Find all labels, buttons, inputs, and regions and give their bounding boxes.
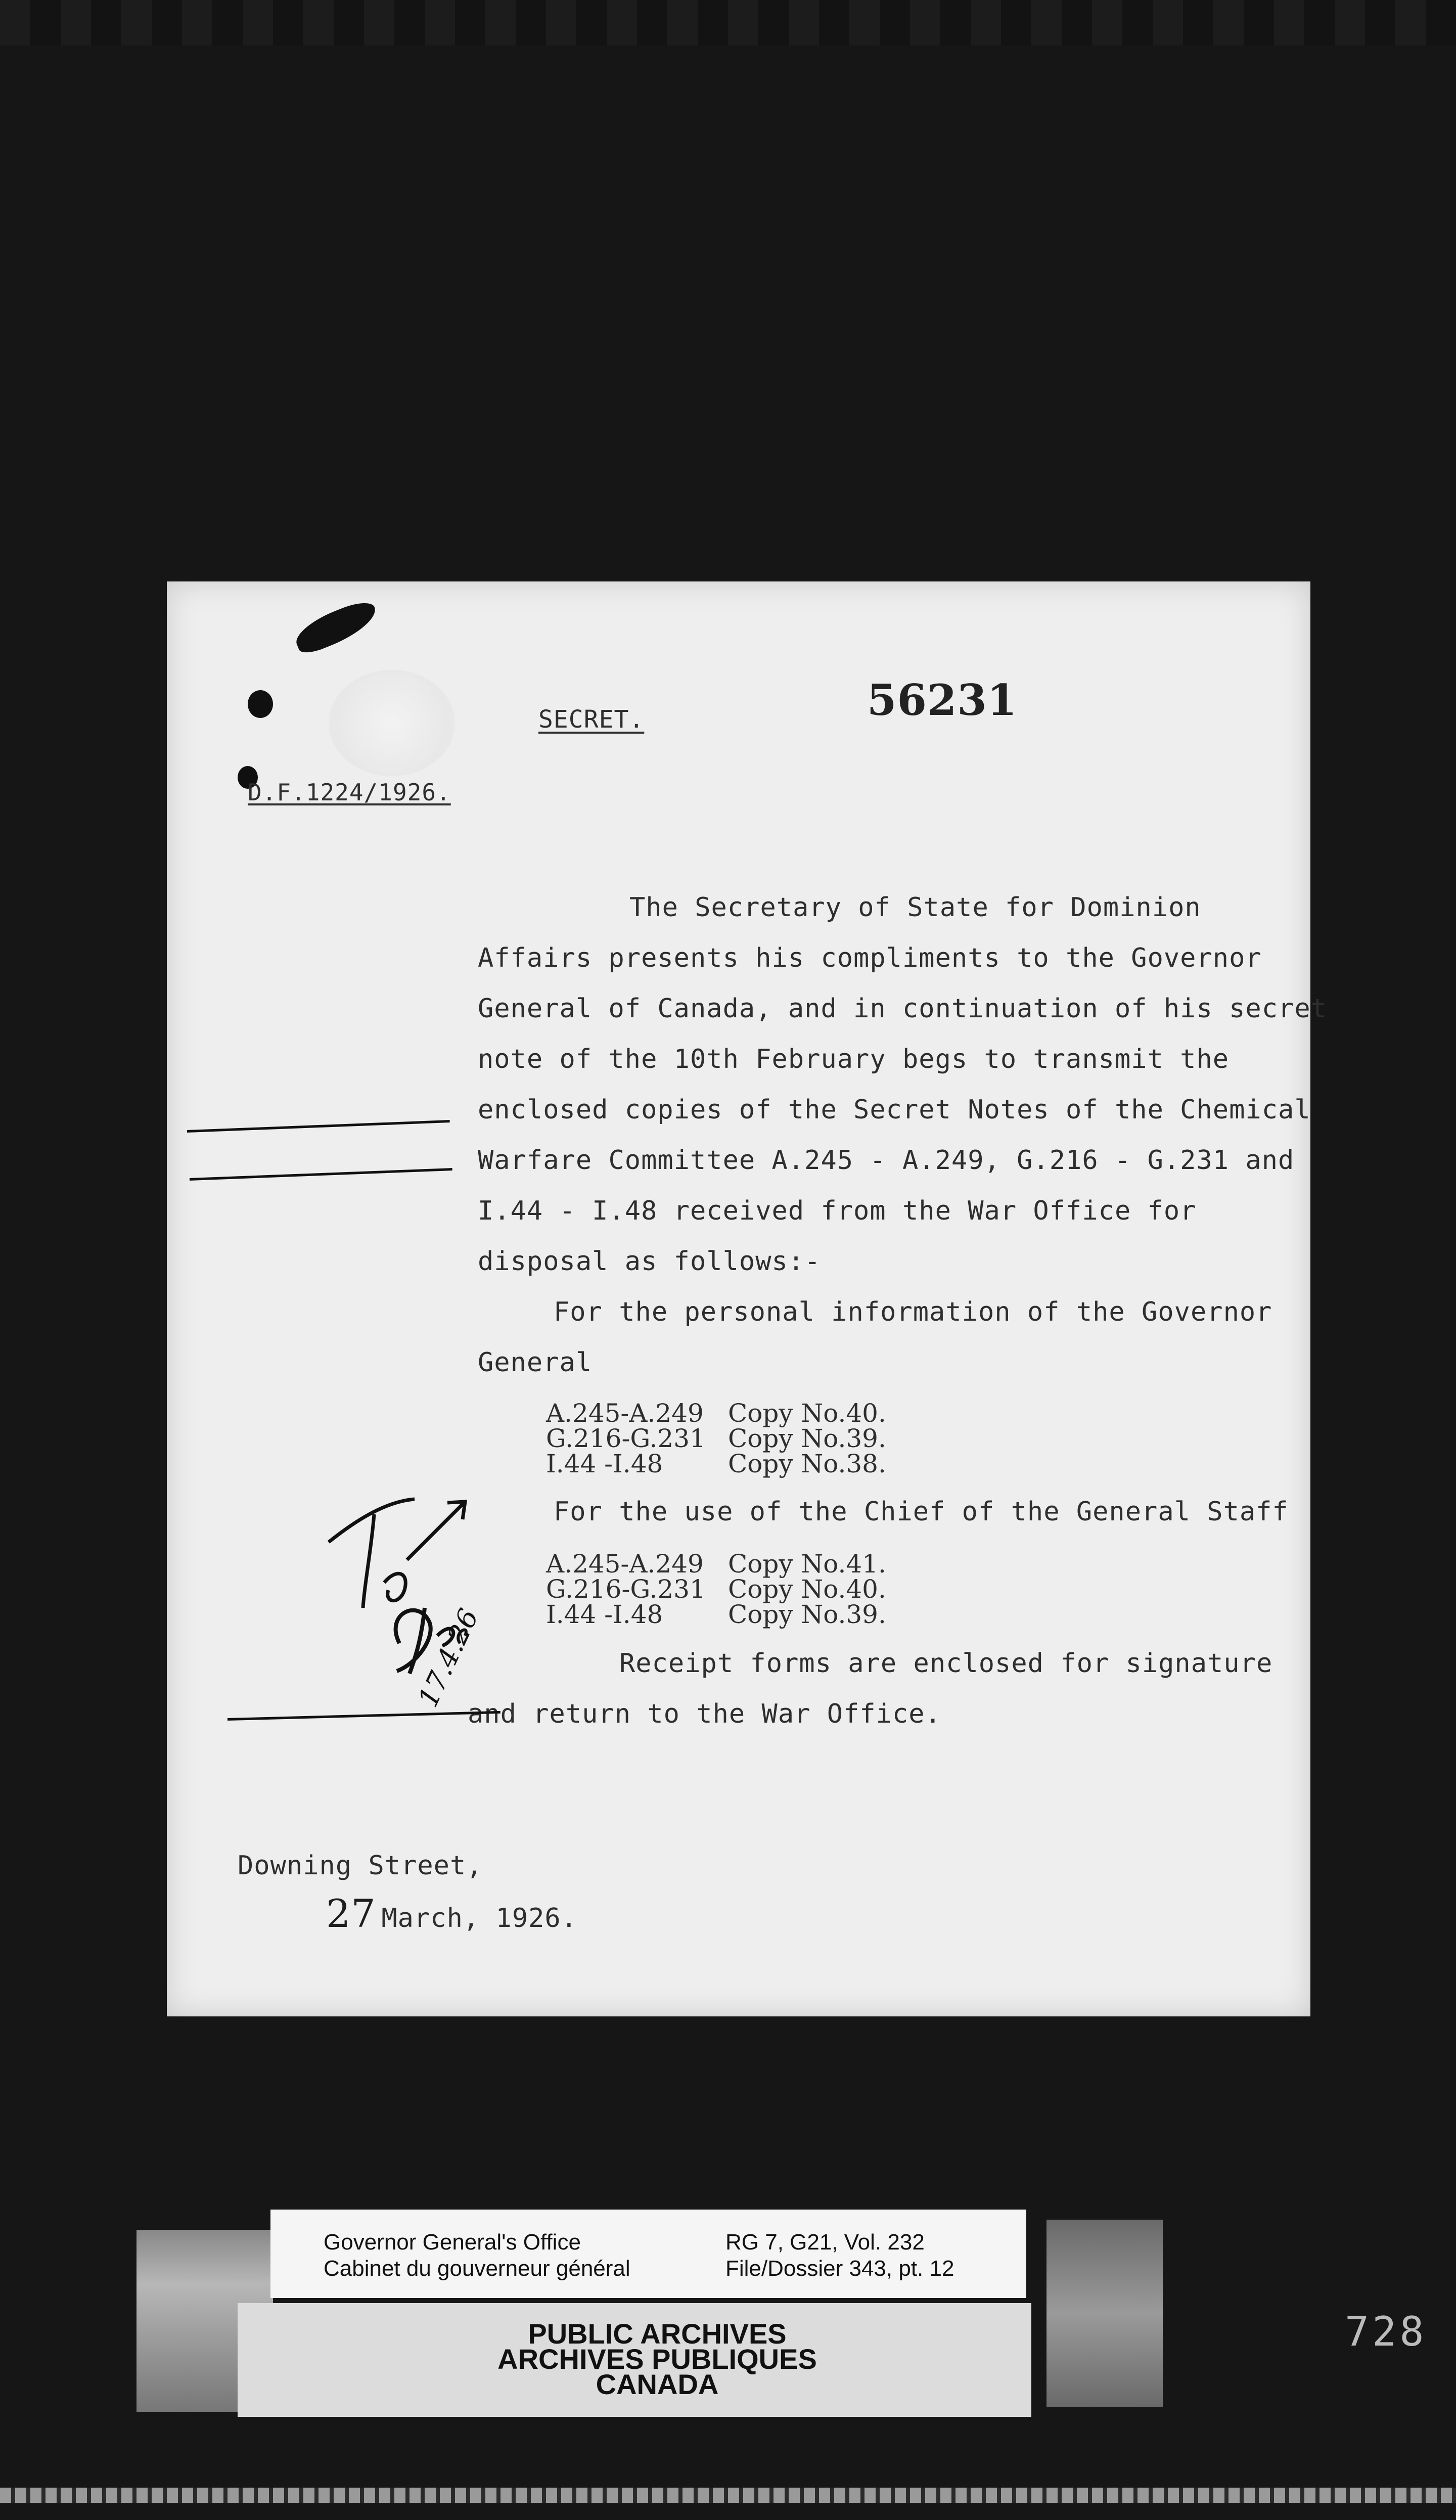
paragraph-line: enclosed copies of the Secret Notes of the Chemical	[478, 1095, 1311, 1125]
classification-heading: SECRET.	[538, 705, 645, 734]
punch-hole-top	[248, 690, 273, 718]
embossed-seal	[329, 670, 455, 776]
label-tab-right	[1046, 2220, 1163, 2407]
copy-number: Copy No.41.	[728, 1549, 886, 1579]
paragraph-line: I.44 - I.48 received from the War Office for	[478, 1196, 1197, 1226]
office-english: Governor General's Office	[324, 2230, 581, 2255]
copy-range: I.44 -I.48	[546, 1449, 663, 1478]
copy-row	[546, 1426, 886, 1451]
section2-line: For the use of the Chief of the General Staff	[554, 1497, 1289, 1527]
date-day: 27	[326, 1891, 376, 1936]
file-reference	[248, 779, 451, 806]
archive-reference-label	[270, 2210, 1026, 2298]
frame-number: 728	[1345, 2308, 1427, 2355]
paragraph-line: disposal as follows:-	[478, 1246, 821, 1277]
date-line	[326, 1891, 577, 1936]
archives-stamp	[238, 2303, 1031, 2417]
film-edge-top	[0, 0, 1456, 46]
document-page	[167, 581, 1327, 2016]
margin-mark-line	[190, 1168, 452, 1181]
copy-range: I.44 -I.48	[546, 1600, 663, 1629]
copy-range: A.245-A.249	[546, 1549, 704, 1579]
file-reference-text: D.F.1224/1926.	[248, 779, 451, 806]
copy-number: Copy No.38.	[728, 1449, 886, 1478]
file-dossier-reference: File/Dossier 343, pt. 12	[725, 2256, 954, 2281]
copy-row	[546, 1451, 886, 1476]
section1-line: For the personal information of the Governor	[554, 1297, 1272, 1327]
closing-line: Receipt forms are enclosed for signature	[619, 1648, 1273, 1679]
paragraph-line: Warfare Committee A.245 - A.249, G.216 - G.231 and	[478, 1145, 1295, 1176]
section1-line: General	[478, 1347, 593, 1378]
ink-blot	[291, 597, 382, 657]
copy-row	[546, 1401, 886, 1426]
copy-number: Copy No.39.	[728, 1424, 886, 1453]
stamp-line-3: CANADA	[596, 2368, 719, 2400]
copy-row	[546, 1551, 886, 1577]
copy-number: Copy No.39.	[728, 1600, 886, 1629]
closing-line: and return to the War Office.	[468, 1699, 941, 1729]
handwritten-annotation	[308, 1471, 521, 1734]
copy-range: G.216-G.231	[546, 1424, 706, 1453]
stamp-line-1: PUBLIC ARCHIVES	[528, 2318, 787, 2350]
film-edge-bottom	[0, 2488, 1456, 2503]
copy-number: Copy No.40.	[728, 1574, 886, 1604]
copy-row	[546, 1574, 886, 1604]
handwritten-date: 17.4.26	[412, 1604, 485, 1712]
copy-range: A.245-A.249	[546, 1399, 704, 1428]
date-month-year: March, 1926.	[381, 1903, 578, 1933]
paragraph-line: The Secretary of State for Dominion	[629, 892, 1201, 923]
place-line: Downing Street,	[238, 1851, 483, 1881]
copy-row	[546, 1602, 886, 1627]
paragraph-line: note of the 10th February begs to transmit the	[478, 1044, 1230, 1074]
paragraph-line: Affairs presents his compliments to the Governor	[478, 943, 1262, 973]
copy-list-personal	[546, 1401, 886, 1476]
volume-reference: RG 7, G21, Vol. 232	[725, 2230, 925, 2255]
margin-mark-line	[187, 1120, 450, 1133]
document-number: 56231	[867, 675, 1018, 725]
copy-range: G.216-G.231	[546, 1574, 706, 1604]
paragraph-line: General of Canada, and in continuation of his secret	[478, 994, 1327, 1024]
copy-number: Copy No.40.	[728, 1399, 886, 1428]
stamp-line-2: ARCHIVES PUBLIQUES	[497, 2343, 817, 2375]
office-french: Cabinet du gouverneur général	[324, 2256, 630, 2281]
copy-list-chief	[546, 1551, 886, 1627]
